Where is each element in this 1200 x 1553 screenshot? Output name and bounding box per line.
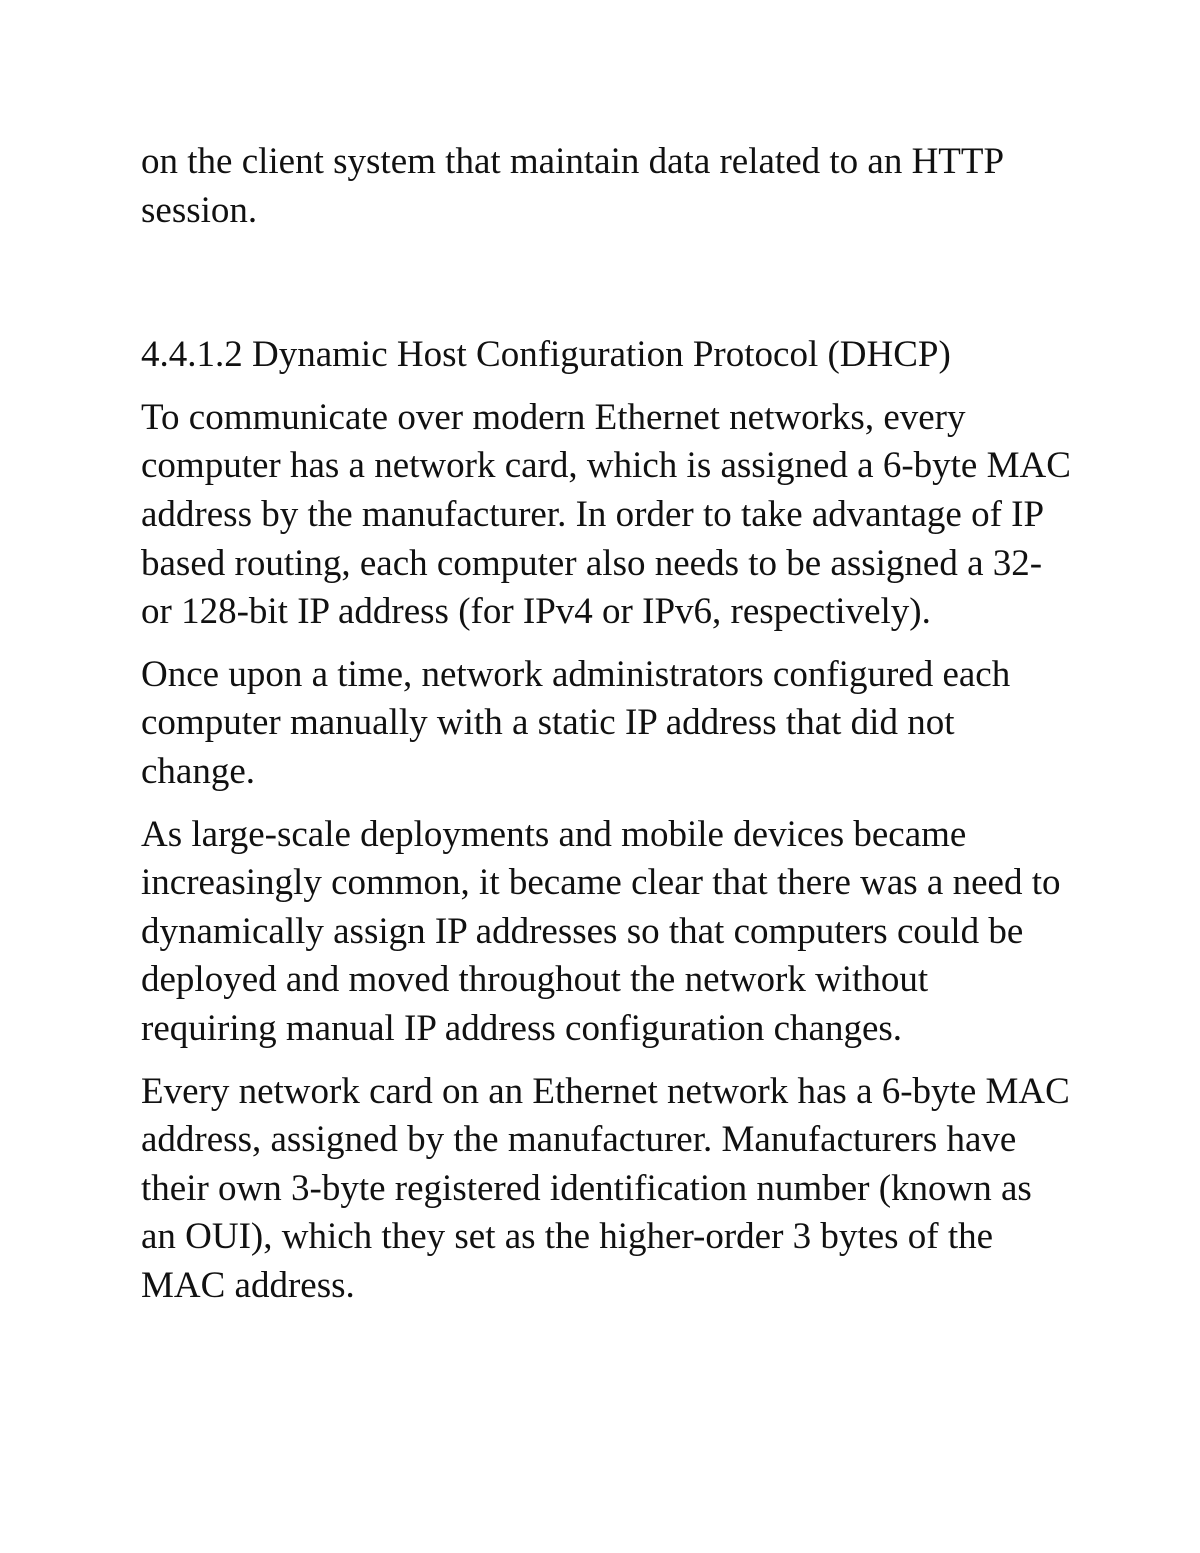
continuation-paragraph: on the client system that maintain data related to an HTTP session.	[141, 141, 1003, 231]
document-body	[141, 138, 1071, 1310]
body-paragraph: Every network card on an Ethernet network has a 6-byte MAC address, assigned by the manufacturer. Manufacturers have their own 3-byte registered identification number (known as an OUI), which they set as the higher-order 3 bytes of the MAC address.	[141, 1070, 1070, 1306]
body-paragraph: As large-scale deployments and mobile devices became increasingly common, it became clear that there was a need to dynamically assign IP addresses so that computers could be deployed and moved throughout the network without requiring manual IP address configuration changes.	[141, 813, 1061, 1049]
section-heading: 4.4.1.2 Dynamic Host Configuration Protocol (DHCP)	[141, 334, 951, 376]
body-paragraph: To communicate over modern Ethernet networks, every computer has a network card, which is assigned a 6-byte MAC address by the manufacturer. In order to take advantage of IP based routing, each computer also needs to be assigned a 32- or 128-bit IP address (for IPv4 or IPv6, respectively).	[141, 396, 1071, 633]
body-paragraph: Once upon a time, network administrators configured each computer manually with a static IP address that did not change.	[141, 653, 1011, 792]
